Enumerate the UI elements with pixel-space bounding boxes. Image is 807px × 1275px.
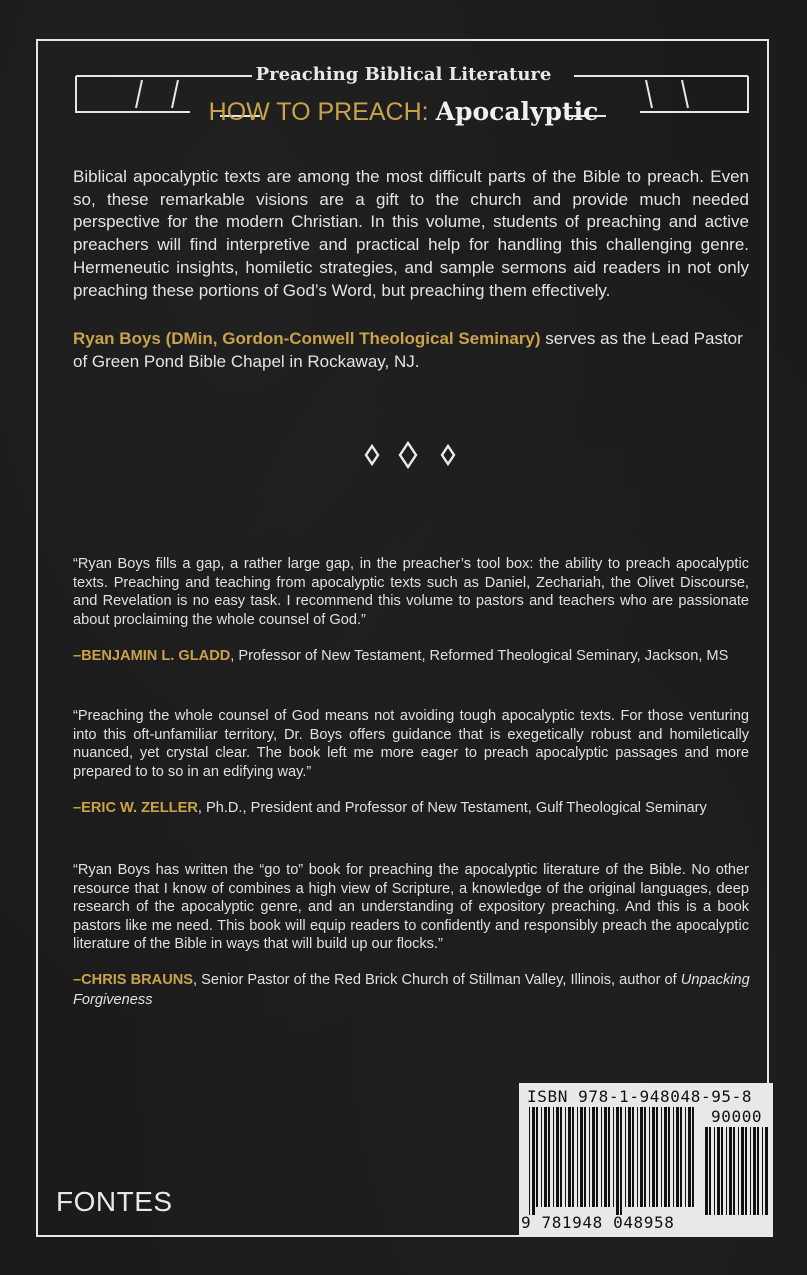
barcode-bar bbox=[560, 1107, 562, 1207]
endorser-role: , Ph.D., President and Professor of New Testament, Gulf Theological Seminary bbox=[197, 800, 707, 816]
barcode-bar bbox=[577, 1107, 578, 1207]
barcode-bar bbox=[709, 1127, 711, 1215]
barcode-bar bbox=[608, 1107, 610, 1207]
barcode-bar bbox=[750, 1127, 751, 1215]
endorser-book: Unpacking Forgiveness bbox=[73, 972, 750, 1008]
barcode-bar bbox=[664, 1107, 667, 1207]
barcode-bar bbox=[745, 1127, 747, 1215]
barcode-bar bbox=[676, 1107, 679, 1207]
barcode-bar bbox=[556, 1107, 559, 1207]
barcode-number: 9 781948 048958 bbox=[521, 1213, 675, 1232]
barcode-bar bbox=[680, 1107, 682, 1207]
barcode-bar bbox=[757, 1127, 759, 1215]
endorsement-quote: “Ryan Boys fills a gap, a rather large gap, in the preacher’s tool box: the ability to preach apocalyptic texts. Preaching and teaching from apocalyptic texts such as Daniel, Zechariah, the Olivet Discourse, and Revelation is no easy task. I recommend this volume to pastors and teachers who are passionate about proclaiming the whole counsel of God.” bbox=[73, 556, 749, 628]
barcode-bar bbox=[673, 1107, 674, 1207]
barcode-bar bbox=[580, 1107, 583, 1207]
barcode-bar bbox=[529, 1107, 530, 1215]
barcode-bar bbox=[601, 1107, 602, 1207]
book-description: Biblical apocalyptic texts are among the most difficult parts of the Bible to preach. Even so, these remarkable visions are a gift to the church and provide much needed perspective for the modern Christian. In this volume, students of preaching and active preachers will find interpretive and practical help for handling this challenging genre. Hermeneutic insights, homiletic strategies, and sample sermons aid readers in not only preaching these portions of God’s Word, but preaching them effectively. bbox=[73, 167, 749, 300]
barcode-bar bbox=[553, 1107, 554, 1207]
barcode-bar bbox=[640, 1107, 643, 1207]
barcode-bar bbox=[765, 1127, 768, 1215]
endorsement-attribution bbox=[73, 799, 763, 819]
barcode-bar bbox=[589, 1107, 590, 1207]
endorser-name: –BENJAMIN L. GLADD bbox=[73, 648, 231, 664]
barcode-bar bbox=[568, 1107, 571, 1207]
barcode-bar bbox=[604, 1107, 607, 1207]
barcode-bar bbox=[596, 1107, 598, 1207]
barcode-bar bbox=[572, 1107, 574, 1207]
barcode-bar bbox=[738, 1127, 739, 1215]
barcode-bar bbox=[652, 1107, 655, 1207]
barcode-bar bbox=[592, 1107, 595, 1207]
barcode-bar bbox=[733, 1127, 735, 1215]
endorsement-quote: “Preaching the whole counsel of God means not avoiding tough apocalyptic texts. For those venturing into this oft-unfamiliar territory, Dr. Boys offers guidance that is exegetically robust and homiletically nuanced, yet crystal clear. The book left me more eager to preach apocalyptic passages and more prepared to to so in an edifying way.” bbox=[73, 708, 749, 780]
author-name: Ryan Boys (DMin, Gordon-Conwell Theological Seminary) bbox=[73, 329, 541, 348]
barcode-bar bbox=[692, 1107, 694, 1207]
endorser-name: –CHRIS BRAUNS bbox=[73, 972, 194, 988]
barcode-bar bbox=[620, 1107, 622, 1215]
barcode bbox=[519, 1083, 773, 1237]
endorser-role: , Senior Pastor of the Red Brick Church of Stillman Valley, Illinois, author of bbox=[193, 972, 681, 988]
barcode-bar bbox=[741, 1127, 744, 1215]
barcode-bar bbox=[632, 1107, 634, 1207]
barcode-bar bbox=[548, 1107, 550, 1207]
title-main: Apocalyptic bbox=[435, 97, 599, 126]
barcode-bar bbox=[541, 1107, 542, 1207]
isbn-text: ISBN 978-1-948048-95-8 bbox=[527, 1087, 753, 1106]
author-bio bbox=[73, 328, 749, 373]
barcode-bar bbox=[625, 1107, 626, 1207]
endorsement-attribution bbox=[73, 971, 763, 1010]
barcode-bar bbox=[668, 1107, 670, 1207]
endorser-name: –ERIC W. ZELLER bbox=[73, 800, 198, 816]
diamond-icon-center bbox=[400, 443, 416, 467]
barcode-bar bbox=[649, 1107, 650, 1207]
diamond-icon-left bbox=[366, 446, 378, 464]
barcode-bar bbox=[613, 1107, 614, 1207]
barcode-bar bbox=[616, 1107, 619, 1215]
diamond-divider bbox=[360, 440, 460, 476]
endorser-role: , Professor of New Testament, Reformed Theological Seminary, Jackson, MS bbox=[230, 648, 729, 664]
diamond-icon-right bbox=[442, 446, 454, 464]
barcode-bar bbox=[705, 1127, 708, 1215]
barcode-bar bbox=[688, 1107, 691, 1207]
barcode-bar bbox=[628, 1107, 631, 1207]
barcode-bar bbox=[729, 1127, 732, 1215]
barcode-bar bbox=[644, 1107, 646, 1207]
title-prefix: HOW TO PREACH: bbox=[208, 98, 429, 126]
publisher-logo: FONTES bbox=[56, 1186, 173, 1217]
barcode-bar bbox=[656, 1107, 658, 1207]
barcode-bar bbox=[544, 1107, 547, 1207]
barcode-bar bbox=[536, 1107, 538, 1207]
barcode-bar bbox=[726, 1127, 727, 1215]
barcode-bar bbox=[661, 1107, 662, 1207]
barcode-bar bbox=[717, 1127, 720, 1215]
book-title bbox=[0, 95, 807, 129]
endorsement-attribution bbox=[73, 647, 763, 667]
barcode-bar bbox=[637, 1107, 638, 1207]
endorsement-quote: “Ryan Boys has written the “go to” book for preaching the apocalyptic literature of the Bible. No other resource that I know of combines a high view of Scripture, a knowledge of the original languages, deep research of the apocalyptic genre, and an understanding of expository preaching. And this is a book pastors like me need. This book will equip readers to confidently and responsibly preach the apocalyptic literature of the Bible in ways that will build up our flocks.” bbox=[73, 862, 749, 952]
price-code: 90000 bbox=[711, 1107, 763, 1126]
series-title: Preaching Biblical Literature bbox=[255, 64, 552, 85]
barcode-bar bbox=[532, 1107, 535, 1215]
barcode-bar bbox=[565, 1107, 566, 1207]
author-bio-text: serves as the Lead Pastor of Green Pond Bible Chapel in Rockaway, NJ. bbox=[73, 329, 743, 371]
barcode-bar bbox=[753, 1127, 756, 1215]
barcode-bar bbox=[762, 1127, 763, 1215]
barcode-bar bbox=[721, 1127, 723, 1215]
barcode-bar bbox=[584, 1107, 586, 1207]
barcode-bar bbox=[714, 1127, 715, 1215]
barcode-bar bbox=[685, 1107, 686, 1207]
